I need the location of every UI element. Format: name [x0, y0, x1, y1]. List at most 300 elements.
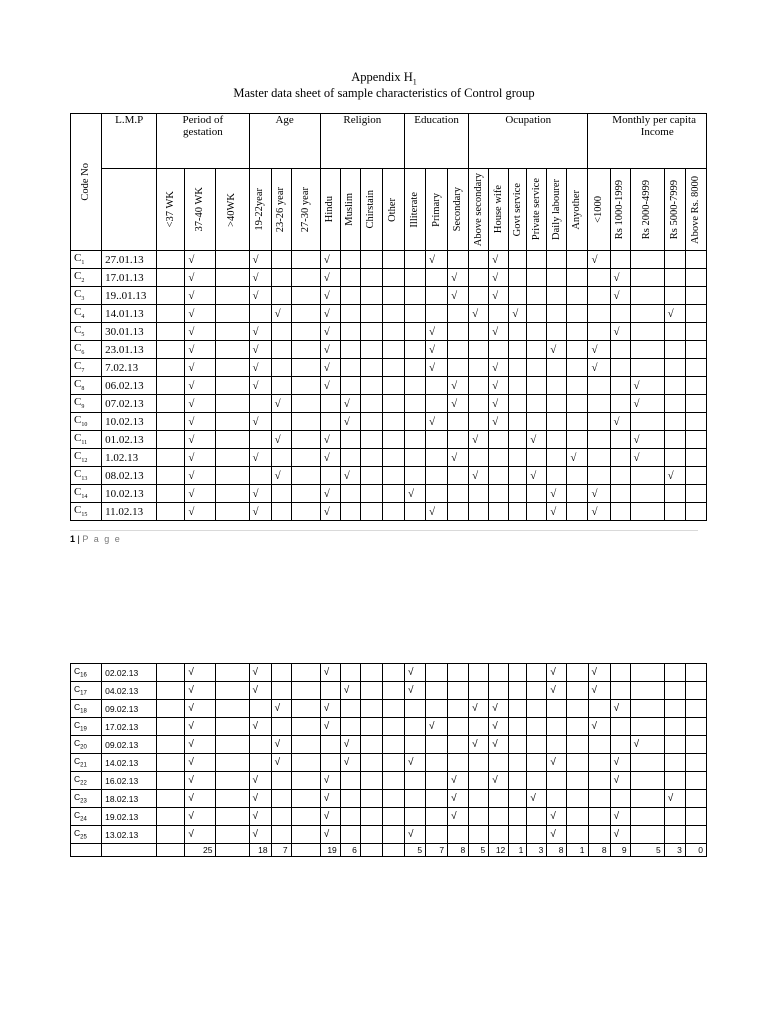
value-cell: √: [249, 485, 271, 503]
value-cell: [610, 718, 630, 736]
value-cell: [404, 341, 425, 359]
value-cell: [527, 664, 547, 682]
total-cell: 5: [404, 844, 425, 857]
value-cell: [216, 395, 249, 413]
value-cell: [340, 251, 360, 269]
value-cell: [404, 287, 425, 305]
value-cell: [509, 790, 527, 808]
value-cell: [340, 485, 360, 503]
value-cell: [630, 664, 664, 682]
value-cell: [664, 413, 685, 431]
value-cell: [340, 826, 360, 844]
lmp-cell: 08.02.13: [102, 467, 157, 485]
value-cell: √: [320, 772, 340, 790]
value-cell: [426, 305, 448, 323]
value-cell: [527, 395, 547, 413]
value-cell: [567, 269, 588, 287]
lmp-cell: 02.02.13: [102, 664, 157, 682]
value-cell: [527, 485, 547, 503]
total-cell: [291, 844, 320, 857]
value-cell: [360, 664, 382, 682]
value-cell: √: [249, 377, 271, 395]
value-cell: [469, 323, 489, 341]
value-cell: [547, 269, 567, 287]
column-header-13: Above secondary: [469, 169, 489, 251]
value-cell: [630, 808, 664, 826]
value-cell: [567, 826, 588, 844]
value-cell: [271, 808, 291, 826]
value-cell: [249, 395, 271, 413]
value-cell: √: [185, 790, 216, 808]
value-cell: [216, 269, 249, 287]
value-cell: [527, 305, 547, 323]
value-cell: [216, 377, 249, 395]
value-cell: [489, 664, 509, 682]
value-cell: [664, 395, 685, 413]
value-cell: [527, 503, 547, 521]
value-cell: [157, 269, 185, 287]
value-cell: [157, 754, 185, 772]
value-cell: [404, 359, 425, 377]
value-cell: [291, 790, 320, 808]
value-cell: [448, 485, 469, 503]
value-cell: [157, 772, 185, 790]
value-cell: √: [320, 826, 340, 844]
code-cell: $C_{16}$: [71, 664, 102, 682]
value-cell: [340, 503, 360, 521]
value-cell: [664, 664, 685, 682]
value-cell: √: [610, 323, 630, 341]
value-cell: √: [547, 808, 567, 826]
value-cell: √: [448, 377, 469, 395]
code-cell: $C_{10}$: [71, 413, 102, 431]
table-row: [71, 323, 707, 341]
value-cell: [404, 377, 425, 395]
table-row: [71, 754, 707, 772]
value-cell: [685, 341, 706, 359]
value-cell: [157, 431, 185, 449]
code-cell: $C_{11}$: [71, 431, 102, 449]
value-cell: √: [448, 287, 469, 305]
value-cell: [489, 808, 509, 826]
value-cell: [360, 808, 382, 826]
value-cell: √: [271, 700, 291, 718]
value-cell: [509, 359, 527, 377]
column-header-5: 27-30 year: [291, 169, 320, 251]
value-cell: [547, 431, 567, 449]
value-cell: [360, 359, 382, 377]
value-cell: √: [185, 287, 216, 305]
lmp-cell: 18.02.13: [102, 790, 157, 808]
value-cell: [382, 808, 404, 826]
code-cell: $C_6$: [71, 341, 102, 359]
value-cell: √: [527, 467, 547, 485]
value-cell: [664, 682, 685, 700]
value-cell: [404, 503, 425, 521]
value-cell: √: [426, 503, 448, 521]
value-cell: √: [610, 808, 630, 826]
lmp-cell: 23.01.13: [102, 341, 157, 359]
value-cell: [271, 323, 291, 341]
value-cell: [360, 269, 382, 287]
total-cell: 5: [630, 844, 664, 857]
value-cell: √: [469, 467, 489, 485]
value-cell: √: [547, 341, 567, 359]
value-cell: [157, 808, 185, 826]
value-cell: [448, 754, 469, 772]
value-cell: √: [185, 664, 216, 682]
value-cell: [610, 377, 630, 395]
value-cell: [340, 718, 360, 736]
value-cell: √: [489, 395, 509, 413]
value-cell: √: [320, 323, 340, 341]
value-cell: [216, 736, 249, 754]
value-cell: [610, 682, 630, 700]
column-header-8: Chirstain: [360, 169, 382, 251]
value-cell: √: [249, 826, 271, 844]
value-cell: √: [185, 305, 216, 323]
value-cell: [469, 413, 489, 431]
value-cell: [527, 251, 547, 269]
value-cell: [426, 449, 448, 467]
value-cell: √: [249, 449, 271, 467]
value-cell: √: [185, 323, 216, 341]
table-row: [71, 826, 707, 844]
value-cell: [291, 305, 320, 323]
value-cell: [360, 323, 382, 341]
column-header-3: 19-22year: [249, 169, 271, 251]
religion-header: Religion: [320, 114, 404, 169]
value-cell: [567, 377, 588, 395]
total-cell: [360, 844, 382, 857]
value-cell: √: [185, 718, 216, 736]
value-cell: [320, 467, 340, 485]
value-cell: [426, 287, 448, 305]
value-cell: [527, 287, 547, 305]
value-cell: [382, 377, 404, 395]
value-cell: [547, 718, 567, 736]
value-cell: √: [320, 287, 340, 305]
value-cell: √: [547, 826, 567, 844]
value-cell: [360, 826, 382, 844]
value-cell: [509, 341, 527, 359]
value-cell: [360, 682, 382, 700]
value-cell: [685, 682, 706, 700]
column-header-18: Anyother: [567, 169, 588, 251]
value-cell: [360, 251, 382, 269]
value-cell: [610, 395, 630, 413]
value-cell: [489, 467, 509, 485]
value-cell: [527, 700, 547, 718]
value-cell: √: [588, 718, 610, 736]
value-cell: [448, 323, 469, 341]
value-cell: [610, 449, 630, 467]
value-cell: [630, 467, 664, 485]
value-cell: [404, 305, 425, 323]
value-cell: [630, 718, 664, 736]
value-cell: [216, 305, 249, 323]
code-cell: $C_{14}$: [71, 485, 102, 503]
value-cell: [588, 395, 610, 413]
value-cell: [404, 467, 425, 485]
column-header-2: >40WK: [216, 169, 249, 251]
value-cell: [291, 736, 320, 754]
value-cell: [382, 503, 404, 521]
total-cell: 8: [547, 844, 567, 857]
value-cell: [382, 754, 404, 772]
total-cell: [382, 844, 404, 857]
code-cell: $C_{19}$: [71, 718, 102, 736]
value-cell: [404, 700, 425, 718]
value-cell: [291, 269, 320, 287]
value-cell: [469, 485, 489, 503]
lmp-header: L.M.P: [102, 114, 157, 169]
total-cell: 7: [426, 844, 448, 857]
value-cell: [291, 700, 320, 718]
value-cell: [685, 664, 706, 682]
value-cell: √: [320, 449, 340, 467]
value-cell: [567, 503, 588, 521]
column-header-21: Rs 2000-4999: [630, 169, 664, 251]
value-cell: [360, 700, 382, 718]
value-cell: [271, 377, 291, 395]
value-cell: [448, 700, 469, 718]
value-cell: √: [249, 323, 271, 341]
value-cell: √: [610, 754, 630, 772]
code-cell: $C_9$: [71, 395, 102, 413]
value-cell: [610, 467, 630, 485]
value-cell: [469, 808, 489, 826]
value-cell: [664, 359, 685, 377]
value-cell: [216, 790, 249, 808]
value-cell: [685, 736, 706, 754]
value-cell: [509, 772, 527, 790]
value-cell: [426, 772, 448, 790]
value-cell: [157, 485, 185, 503]
value-cell: [216, 808, 249, 826]
value-cell: [157, 718, 185, 736]
value-cell: [382, 395, 404, 413]
value-cell: [664, 323, 685, 341]
value-cell: [527, 772, 547, 790]
value-cell: √: [185, 826, 216, 844]
value-cell: [469, 503, 489, 521]
value-cell: √: [249, 808, 271, 826]
value-cell: √: [469, 305, 489, 323]
value-cell: [630, 772, 664, 790]
value-cell: [630, 503, 664, 521]
value-cell: [527, 754, 547, 772]
value-cell: [216, 682, 249, 700]
lmp-cell: 19..01.13: [102, 287, 157, 305]
code-cell: $C_3$: [71, 287, 102, 305]
value-cell: [664, 718, 685, 736]
value-cell: [685, 251, 706, 269]
table-row: [71, 682, 707, 700]
total-cell: 3: [664, 844, 685, 857]
value-cell: √: [610, 826, 630, 844]
value-cell: [610, 503, 630, 521]
value-cell: [340, 790, 360, 808]
code-cell: $C_{12}$: [71, 449, 102, 467]
value-cell: [469, 359, 489, 377]
value-cell: [340, 449, 360, 467]
value-cell: [157, 682, 185, 700]
value-cell: [664, 772, 685, 790]
total-cell: 8: [588, 844, 610, 857]
value-cell: [685, 790, 706, 808]
income-header: Monthly per capita Income: [588, 114, 707, 169]
value-cell: √: [340, 395, 360, 413]
value-cell: [610, 736, 630, 754]
value-cell: [382, 431, 404, 449]
value-cell: [216, 700, 249, 718]
value-cell: [320, 395, 340, 413]
table-row: [71, 341, 707, 359]
value-cell: √: [249, 718, 271, 736]
value-cell: √: [630, 449, 664, 467]
value-cell: [448, 826, 469, 844]
value-cell: [547, 449, 567, 467]
code-cell: $C_{17}$: [71, 682, 102, 700]
column-header-12: Secondary: [448, 169, 469, 251]
table-row: [71, 700, 707, 718]
value-cell: [685, 754, 706, 772]
value-cell: [291, 718, 320, 736]
value-cell: [216, 413, 249, 431]
value-cell: [547, 359, 567, 377]
value-cell: [360, 431, 382, 449]
value-cell: √: [448, 395, 469, 413]
column-header-4: 23-26 year: [271, 169, 291, 251]
code-cell: $C_{13}$: [71, 467, 102, 485]
value-cell: [448, 664, 469, 682]
data-table-page1: [70, 113, 707, 521]
value-cell: [685, 395, 706, 413]
value-cell: [360, 305, 382, 323]
value-cell: √: [588, 503, 610, 521]
value-cell: [610, 251, 630, 269]
value-cell: √: [185, 449, 216, 467]
value-cell: [340, 377, 360, 395]
value-cell: [426, 736, 448, 754]
value-cell: √: [489, 700, 509, 718]
value-cell: [664, 251, 685, 269]
value-cell: [489, 682, 509, 700]
value-cell: √: [489, 772, 509, 790]
value-cell: [291, 377, 320, 395]
code-cell: $C_{18}$: [71, 700, 102, 718]
value-cell: [426, 682, 448, 700]
value-cell: [216, 772, 249, 790]
column-header-15: Govt service: [509, 169, 527, 251]
value-cell: [426, 269, 448, 287]
value-cell: √: [610, 413, 630, 431]
table-row: [71, 503, 707, 521]
value-cell: [157, 323, 185, 341]
value-cell: [448, 305, 469, 323]
column-header-1: 37-40 WK: [185, 169, 216, 251]
value-cell: [630, 754, 664, 772]
value-cell: [157, 700, 185, 718]
table-row: [71, 269, 707, 287]
value-cell: [547, 251, 567, 269]
value-cell: [685, 826, 706, 844]
value-cell: √: [249, 682, 271, 700]
value-cell: √: [185, 395, 216, 413]
table-row: [71, 790, 707, 808]
value-cell: [664, 503, 685, 521]
value-cell: √: [320, 808, 340, 826]
value-cell: [685, 772, 706, 790]
value-cell: [630, 700, 664, 718]
value-cell: [382, 323, 404, 341]
value-cell: [271, 269, 291, 287]
value-cell: [489, 449, 509, 467]
value-cell: [664, 700, 685, 718]
value-cell: [469, 664, 489, 682]
table-row: [71, 808, 707, 826]
value-cell: [567, 341, 588, 359]
table-row: [71, 449, 707, 467]
code-cell: $C_5$: [71, 323, 102, 341]
value-cell: [340, 772, 360, 790]
value-cell: [320, 736, 340, 754]
page-divider: [70, 530, 698, 531]
lmp-cell: 16.02.13: [102, 772, 157, 790]
value-cell: [588, 790, 610, 808]
value-cell: [489, 431, 509, 449]
value-cell: [630, 790, 664, 808]
column-header-17: Daily labourer: [547, 169, 567, 251]
value-cell: [567, 287, 588, 305]
value-cell: √: [489, 377, 509, 395]
value-cell: [469, 341, 489, 359]
value-cell: [426, 808, 448, 826]
value-cell: [157, 287, 185, 305]
value-cell: √: [404, 682, 425, 700]
value-cell: [685, 269, 706, 287]
value-cell: [291, 449, 320, 467]
value-cell: √: [185, 341, 216, 359]
value-cell: √: [271, 395, 291, 413]
value-cell: [469, 251, 489, 269]
value-cell: [426, 395, 448, 413]
value-cell: [360, 395, 382, 413]
value-cell: √: [489, 718, 509, 736]
value-cell: [567, 700, 588, 718]
value-cell: [630, 287, 664, 305]
value-cell: [271, 251, 291, 269]
value-cell: [157, 395, 185, 413]
value-cell: √: [547, 485, 567, 503]
column-header-16: Private service: [527, 169, 547, 251]
lmp-cell: 09.02.13: [102, 736, 157, 754]
value-cell: [469, 395, 489, 413]
value-cell: √: [527, 431, 547, 449]
value-cell: [404, 736, 425, 754]
value-cell: √: [588, 682, 610, 700]
value-cell: [404, 251, 425, 269]
value-cell: [547, 395, 567, 413]
column-header-23: Above Rs. 8000: [685, 169, 706, 251]
value-cell: [404, 431, 425, 449]
value-cell: [685, 413, 706, 431]
value-cell: [527, 413, 547, 431]
appendix-title: Appendix $H_1$: [351, 70, 417, 87]
value-cell: [610, 664, 630, 682]
value-cell: [360, 467, 382, 485]
